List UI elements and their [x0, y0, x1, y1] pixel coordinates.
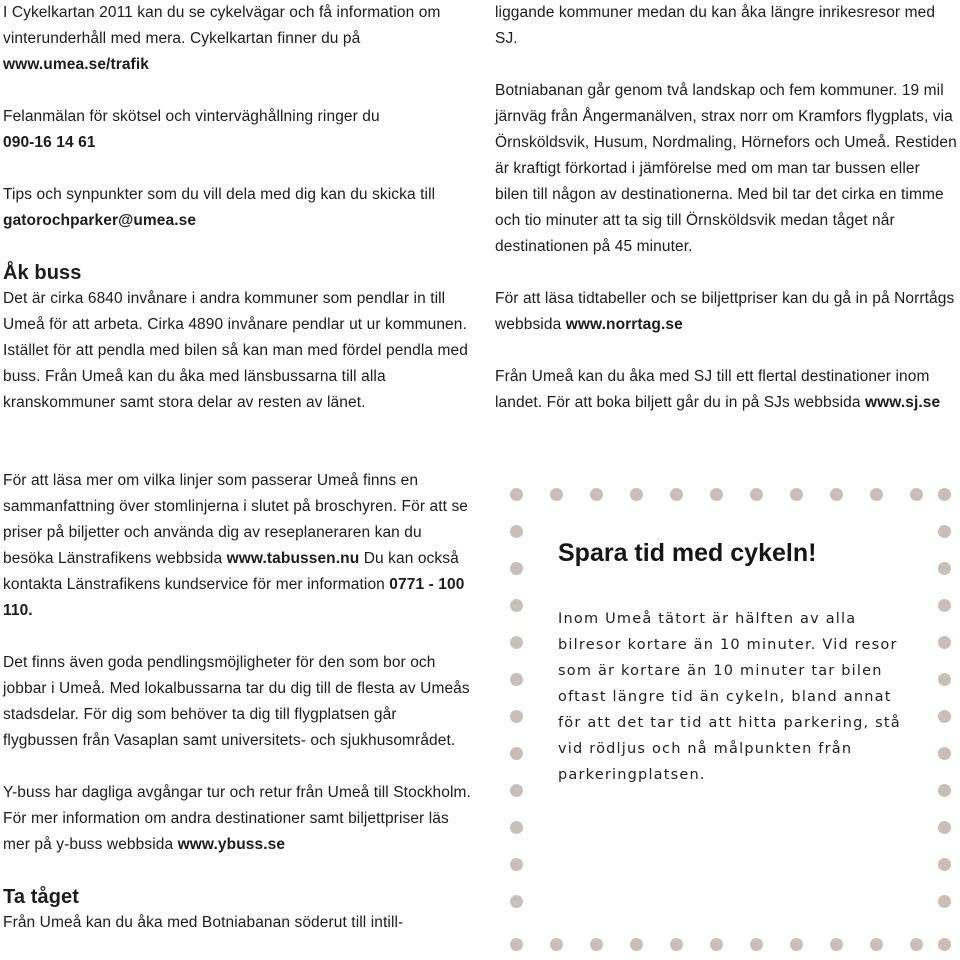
sj-link[interactable]: www.sj.se — [864, 394, 941, 411]
frame-dot — [590, 488, 603, 501]
frame-dot — [510, 488, 523, 501]
frame-dot — [510, 636, 523, 649]
frame-dot — [790, 938, 803, 951]
frame-dot — [870, 938, 883, 951]
train-heading: Ta tåget — [3, 886, 79, 908]
felanmalan-phone: 090-16 14 61 — [3, 134, 96, 151]
frame-dot — [790, 488, 803, 501]
frame-dot — [590, 938, 603, 951]
frame-dot — [710, 938, 723, 951]
frame-dot — [938, 747, 951, 760]
frame-dot — [750, 938, 763, 951]
frame-dot — [938, 895, 951, 908]
frame-dot — [510, 673, 523, 686]
frame-dot — [938, 599, 951, 612]
pendling-paragraph: Det finns även goda pendlingsmöjligheter för den som bor och jobbar i Umeå. Med lokalbussarna tar du dig till de flesta av Umeås stadsdelar. För dig som behöver ta dig till flygplatsen går flygbussen från Vasaplan samt universitets- och sjukhusområdet. — [3, 654, 470, 749]
frame-dot — [938, 525, 951, 538]
frame-dot — [510, 599, 523, 612]
frame-dot — [510, 525, 523, 538]
tabussen-link[interactable]: www.tabussen.nu — [226, 550, 360, 567]
frame-dot — [550, 488, 563, 501]
frame-dot — [510, 710, 523, 723]
frame-dot — [630, 938, 643, 951]
frame-dot — [870, 488, 883, 501]
frame-dot — [938, 821, 951, 834]
frame-dot — [510, 784, 523, 797]
frame-dot — [510, 747, 523, 760]
frame-dot — [938, 938, 951, 951]
botniabanan-paragraph: Botniabanan går genom två landskap och fem kommuner. 19 mil järnväg från Ångermanälven, strax norr om Kramfors flygplats, via Örnsköldsvik, Husum, Nordmaling, Hörnefors och Umeå. Restiden är kraftigt förkortad i jämförelse med om man tar bussen eller bilen till någon av destinationerna. Med bil tar det cirka en timme och tio minuter att ta sig till Örnsköldsvik medan tåget når destinationen på 45 minuter. — [495, 82, 957, 255]
frame-dot — [938, 673, 951, 686]
sj-continuation-paragraph: liggande kommuner medan du kan åka längre inrikesresor med SJ. — [495, 4, 936, 47]
frame-dot — [938, 562, 951, 575]
ybuss-paragraph: Y-buss har dagliga avgångar tur och retur från Umeå till Stockholm. För mer information om andra destinationer samt biljettpriser läs mer på y-buss webbsida www.ybuss.se — [3, 784, 471, 853]
norrtag-link[interactable]: www.norrtag.se — [565, 316, 683, 333]
norrtag-paragraph: För att läsa tidtabeller och se biljettpriser kan du gå in på Norrtågs webbsida www.norrtag.se — [495, 290, 955, 333]
left-bottom-column — [3, 468, 475, 936]
tips-paragraph: Tips och synpunkter som du vill dela med dig kan du skicka till gatorochparker@umea.se — [3, 186, 436, 229]
frame-dot — [630, 488, 643, 501]
frame-dot — [510, 858, 523, 871]
cykelkarta-paragraph: I Cykelkartan 2011 kan du se cykelvägar och få information om vinterunderhåll med mera. Cykelkartan finner du på www.umea.se/trafik — [3, 4, 441, 73]
frame-dot — [938, 488, 951, 501]
frame-dot — [510, 938, 523, 951]
ybuss-link[interactable]: www.ybuss.se — [177, 836, 286, 853]
frame-dot — [750, 488, 763, 501]
sidebar-heading: Spara tid med cykeln! — [558, 539, 817, 567]
frame-dot — [670, 488, 683, 501]
frame-dot — [830, 488, 843, 501]
trafik-link[interactable]: www.umea.se/trafik — [3, 56, 149, 73]
bus-heading: Åk buss — [3, 262, 82, 284]
frame-dot — [830, 938, 843, 951]
frame-dot — [938, 636, 951, 649]
left-top-column — [3, 0, 473, 416]
frame-dot — [938, 858, 951, 871]
email-link[interactable]: gatorochparker@umea.se — [3, 212, 197, 229]
frame-dot — [670, 938, 683, 951]
train-paragraph: Från Umeå kan du åka med Botniabanan söderut till intill- — [3, 914, 404, 931]
frame-dot — [710, 488, 723, 501]
frame-dot — [938, 784, 951, 797]
sj-paragraph: Från Umeå kan du åka med SJ till ett flertal destinationer inom landet. För att boka biljett går du in på SJs webbsida www.sj.se — [495, 368, 941, 411]
frame-dot — [910, 488, 923, 501]
sidebar-body: Inom Umeå tätort är hälften av alla bilresor kortare än 10 minuter. Vid resor som är kortare än 10 minuter tar bilen oftast längre tid än cykeln, bland annat för att det tar tid att hitta parkering, stå vid rödljus och nå målpunkten från parkeringplatsen. — [558, 611, 901, 783]
right-top-column — [495, 0, 957, 416]
frame-dot — [910, 938, 923, 951]
frame-dot — [510, 562, 523, 575]
bus-paragraph: Det är cirka 6840 invånare i andra kommuner som pendlar in till Umeå för att arbeta. Cirka 4890 invånare pendlar ut ur kommunen. Istället för att pendla med bilen så kan man med fördel pendla med buss. Från Umeå kan du åka med länsbussarna till alla kranskommuner samt stora delar av resten av länet. — [3, 290, 468, 411]
frame-dot — [510, 895, 523, 908]
felanmalan-paragraph: Felanmälan för skötsel och vinterväghållning ringer du 090-16 14 61 — [3, 108, 380, 151]
frame-dot — [938, 710, 951, 723]
lanstrafiken-paragraph: För att läsa mer om vilka linjer som passerar Umeå finns en sammanfattning över stomlinjerna i slutet på broschyren. För att se priser på biljetter och använda dig av reseplaneraren kan du besöka Länstrafikens webbsida www.tabussen.nu Du kan också kontakta Länstrafikens kundservice för mer information 0771 - 100 110. — [3, 472, 469, 619]
frame-dot — [550, 938, 563, 951]
kundservice-phone: 0771 - 100 110. — [3, 576, 465, 619]
frame-dot — [510, 821, 523, 834]
